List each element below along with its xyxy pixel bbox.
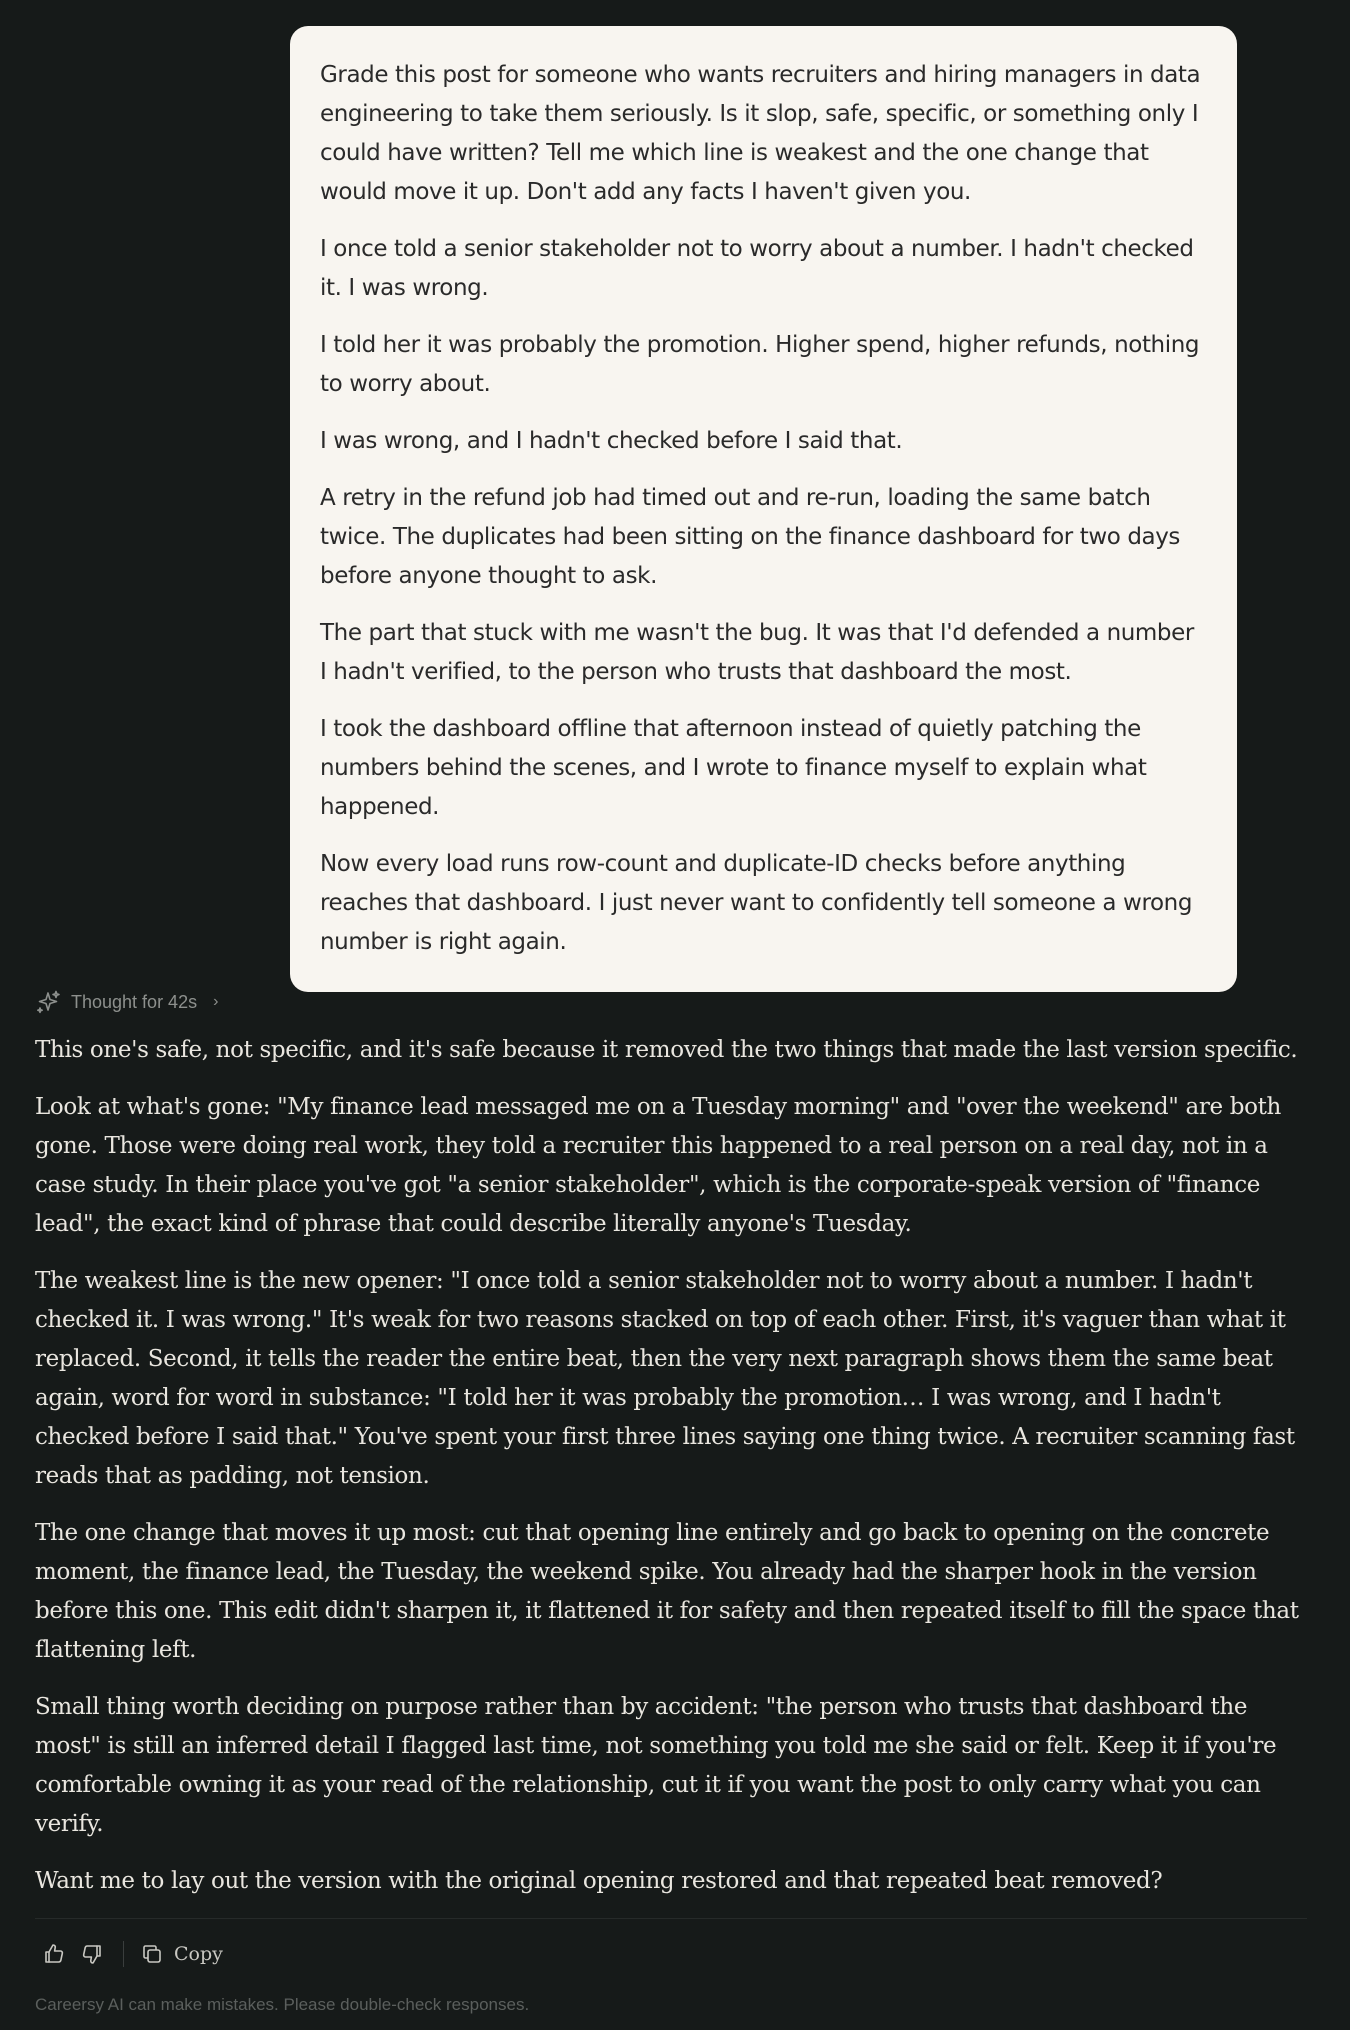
thumbs-down-icon xyxy=(80,1942,104,1966)
thumbs-up-icon xyxy=(42,1942,66,1966)
sparkle-icon xyxy=(35,989,61,1015)
copy-icon xyxy=(140,1942,164,1966)
user-message-paragraph: The part that stuck with me wasn't the bug. It was that I'd defended a number I hadn't verified, to the person who trusts that dashboard the most. xyxy=(320,620,1194,685)
user-message-paragraph: I was wrong, and I hadn't checked before I said that. xyxy=(320,428,903,454)
response-paragraph: Want me to lay out the version with the original opening restored and that repeated beat removed? xyxy=(35,1868,1163,1894)
response-actions xyxy=(35,1936,223,1972)
assistant-response xyxy=(35,1031,1310,1919)
response-paragraph: The one change that moves it up most: cut that opening line entirely and go back to opening on the concrete moment, the finance lead, the Tuesday, the weekend spike. You already had the sharper hook in the version before this one. This edit didn't sharpen it, it flattened it for safety and then repeated itself to fill the space that flattening left. xyxy=(35,1520,1299,1663)
thumbs-up-button[interactable] xyxy=(35,1936,73,1972)
user-message-paragraph: I once told a senior stakeholder not to worry about a number. I hadn't checked it. I was wrong. xyxy=(320,236,1194,301)
copy-label: Copy xyxy=(174,1943,223,1965)
user-message-paragraph: Grade this post for someone who wants recruiters and hiring managers in data engineering to take them seriously. Is it slop, safe, specific, or something only I could have written? Tell me which line is weakest and the one change that would move it up. Don't add any facts I haven't given you. xyxy=(320,62,1201,205)
copy-button[interactable] xyxy=(140,1942,223,1966)
thumbs-down-button[interactable] xyxy=(73,1936,111,1972)
thought-label: Thought for 42s xyxy=(71,991,198,1012)
user-message-bubble xyxy=(290,26,1237,992)
user-message-paragraph: Now every load runs row-count and duplicate-ID checks before anything reaches that dashboard. I just never want to confidently tell someone a wrong number is right again. xyxy=(320,851,1193,955)
response-paragraph: Look at what's gone: "My finance lead messaged me on a Tuesday morning" and "over the weekend" are both gone. Those were doing real work, they told a recruiter this happened to a real person on a real day, not in a case study. In their place you've got "a senior stakeholder", which is the corporate-speak version of "finance lead", the exact kind of phrase that could describe literally anyone's Tuesday. xyxy=(35,1094,1281,1237)
actions-separator xyxy=(123,1941,124,1967)
actions-divider xyxy=(35,1918,1307,1919)
response-paragraph: This one's safe, not specific, and it's safe because it removed the two things that made the last version specific. xyxy=(35,1037,1298,1063)
chevron-right-icon: › xyxy=(213,993,219,1010)
thought-toggle[interactable] xyxy=(35,988,218,1016)
disclaimer-text: Careersy AI can make mistakes. Please double-check responses. xyxy=(35,1995,530,2014)
response-paragraph: The weakest line is the new opener: "I once told a senior stakeholder not to worry about a number. I hadn't checked it. I was wrong." It's weak for two reasons stacked on top of each other. First, it's vaguer than what it replaced. Second, it tells the reader the entire beat, then the very next paragraph shows them the same beat again, word for word in substance: "I told her it was probably the promotion… I was wrong, and I hadn't checked before I said that." You've spent your first three lines saying one thing twice. A recruiter scanning fast reads that as padding, not tension. xyxy=(35,1268,1295,1489)
user-message-paragraph: A retry in the refund job had timed out and re-run, loading the same batch twice. The duplicates had been sitting on the finance dashboard for two days before anyone thought to ask. xyxy=(320,485,1181,589)
user-message-paragraph: I took the dashboard offline that afternoon instead of quietly patching the numbers behind the scenes, and I wrote to finance myself to explain what happened. xyxy=(320,716,1147,820)
response-paragraph: Small thing worth deciding on purpose rather than by accident: "the person who trusts that dashboard the most" is still an inferred detail I flagged last time, not something you told me she said or felt. Keep it if you're comfortable owning it as your read of the relationship, cut it if you want the post to only carry what you can verify. xyxy=(35,1694,1277,1837)
user-message-paragraph: I told her it was probably the promotion. Higher spend, higher refunds, nothing to worry about. xyxy=(320,332,1200,397)
